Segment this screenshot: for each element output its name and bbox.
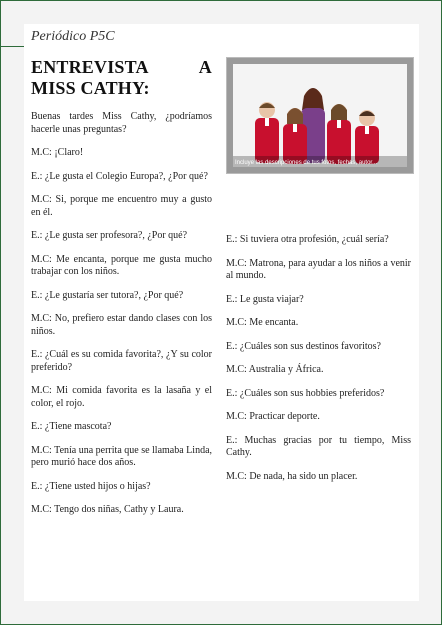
- paragraph: E.: ¿Le gustaría ser tutora?, ¿Por qué?: [31, 289, 184, 301]
- paragraph: M.C: No, prefiero estar dando clases con los niños.: [31, 313, 212, 337]
- paragraph: M.C: Tengo dos niñas, Cathy y Laura.: [31, 504, 184, 515]
- article-headline: [31, 57, 212, 99]
- paragraph: Buenas tardes Miss Cathy, ¿podríamos hacerle unas preguntas?: [31, 111, 212, 135]
- photo-caption: Incluye las descripciones de tus fotos, fechas, autor...: [235, 160, 378, 166]
- paragraph: E.: ¿Le gusta el Colegio Europa?, ¿Por qué?: [31, 170, 208, 182]
- paragraph: E.: Muchas gracias por tu tiempo, Miss Cathy.: [226, 434, 411, 458]
- headline-word-2: A: [198, 57, 212, 77]
- paragraph: E.: ¿Tiene usted hijos o hijas?: [31, 480, 151, 492]
- paragraph: M.C: De nada, ha sido un placer.: [226, 470, 358, 482]
- headline-line-2: MISS CATHY:: [31, 78, 150, 98]
- paragraph: M.C: Mi comida favorita es la lasaña y el color, el rojo.: [31, 385, 212, 409]
- article-right-column: [226, 234, 411, 494]
- article-photo[interactable]: [226, 57, 414, 174]
- paragraph: M.C: Me encanta.: [226, 317, 299, 328]
- paragraph: M.C: Australia y África.: [226, 364, 324, 375]
- paragraph: E.: ¿Cuál es su comida favorita?, ¿Y su color preferido?: [31, 349, 212, 373]
- paragraph: E.: ¿Cuáles son sus destinos favoritos?: [226, 340, 381, 352]
- paragraph: E.: Le gusta viajar?: [226, 293, 304, 305]
- group-photo-image: [227, 58, 413, 173]
- paragraph: E.: ¿Le gusta ser profesora?, ¿Por qué?: [31, 230, 188, 241]
- paragraph: E.: Si tuviera otra profesión, ¿cuál sería?: [226, 234, 389, 245]
- paragraph: M.C: ¡Claro!: [31, 147, 84, 158]
- newspaper-sheet: [24, 24, 419, 601]
- paragraph: M.C: Practicar deporte.: [226, 411, 320, 422]
- header: [24, 24, 419, 47]
- paragraph: M.C: Tenía una perrita que se llamaba Linda, pero murió hace dos años.: [31, 444, 213, 468]
- paragraph: M.C: Si, porque me encuentro muy a gusto en él.: [31, 194, 212, 218]
- paragraph: M.C: Matrona, para ayudar a los niños a venir al mundo.: [226, 257, 411, 281]
- headline-word-1: ENTREVISTA: [31, 57, 149, 77]
- paragraph: E.: ¿Cuáles son sus hobbies preferidos?: [226, 387, 385, 399]
- paragraph: E.: ¿Tiene mascota?: [31, 421, 112, 432]
- page-title: Periódico P5C: [31, 29, 115, 44]
- paragraph: M.C: Me encanta, porque me gusta mucho trabajar con los niños.: [31, 253, 212, 277]
- article-left-column: [31, 57, 212, 528]
